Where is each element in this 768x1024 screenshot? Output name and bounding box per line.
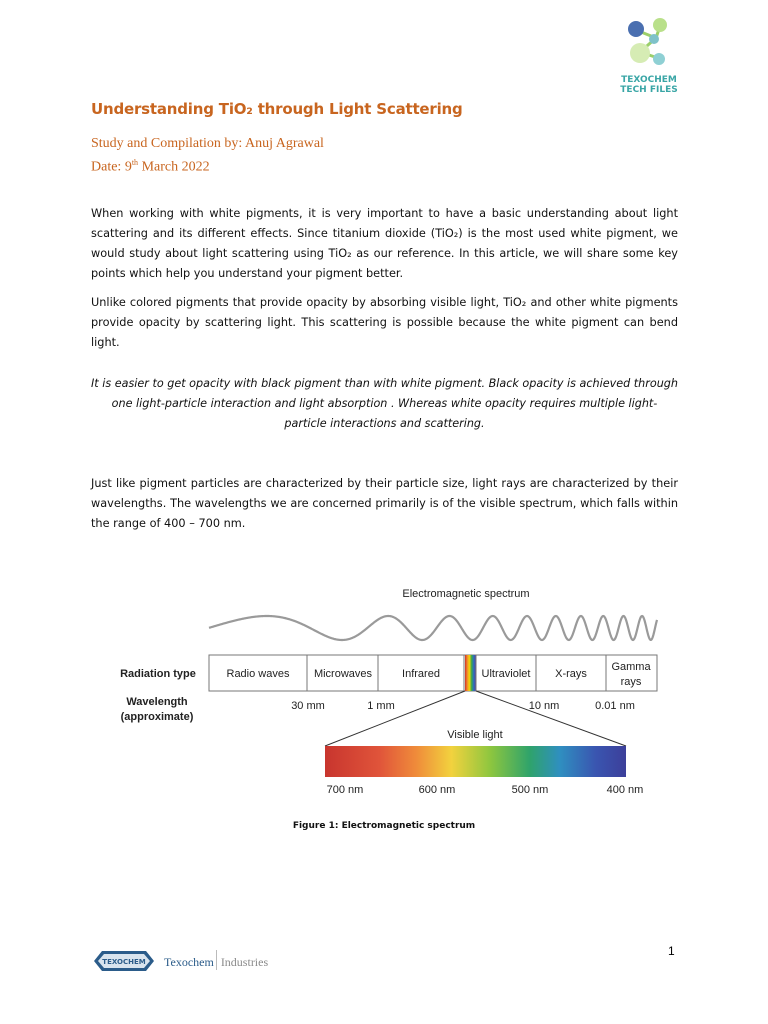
molecule-icon	[618, 16, 680, 70]
em-wave	[209, 616, 657, 640]
footer-badge-text: TEXOCHEM	[102, 958, 146, 966]
band-gamma-line2: rays	[620, 676, 642, 688]
band-xrays: X-rays	[555, 668, 587, 680]
wavelength-label-line1: Wavelength	[126, 696, 188, 708]
date-suffix: March 2022	[138, 159, 210, 175]
logo-text-line1: TEXOCHEM	[621, 75, 677, 85]
visible-tick-700: 700 nm	[326, 784, 364, 796]
date-prefix: Date: 9	[91, 159, 132, 175]
paragraph-intro: When working with white pigments, it is very important to have a basic understanding about light scattering and its different effects. Since titanium dioxide (TiO₂) is the most used white pigment, we would study about light scattering using TiO₂ as our reference. In this article, we will share some key points which help you understand your pigment better.	[91, 207, 678, 280]
wavelength-1mm: 1 mm	[367, 700, 395, 712]
band-radio: Radio waves	[226, 668, 290, 680]
expand-line-left	[325, 691, 465, 746]
footer-brand	[164, 955, 268, 970]
visible-tick-500: 500 nm	[511, 784, 549, 796]
figure-caption: Figure 1: Electromagnetic spectrum	[292, 821, 476, 831]
band-infrared: Infrared	[402, 668, 440, 680]
wavelength-30mm: 30 mm	[291, 700, 325, 712]
wavelength-10nm: 10 nm	[528, 700, 560, 712]
visible-tick-400: 400 nm	[606, 784, 644, 796]
wavelength-001nm: 0.01 nm	[595, 700, 635, 712]
footer-logo-badge	[94, 949, 154, 973]
date-sup: th	[131, 158, 139, 167]
radiation-type-label: Radiation type	[120, 668, 196, 680]
date-line	[91, 153, 324, 177]
band-gamma-line1: Gamma	[611, 661, 651, 673]
visible-light-label: Visible light	[447, 729, 503, 741]
footer-brand-industries: Industries	[220, 955, 269, 969]
quote-callout: It is easier to get opacity with black pigment than with white pigment. Black opacity is achieved through one light-particle interaction and light absorption . Whereas white opacity requires multiple light-particle interactions and scattering.	[91, 377, 678, 430]
byline	[91, 134, 324, 177]
visible-band-strip	[465, 655, 476, 691]
footer-brand-name: Texochem	[164, 955, 217, 969]
logo-text-line2: TECH FILES	[620, 85, 678, 95]
em-spectrum-figure	[0, 575, 768, 815]
page-number: 1	[668, 944, 675, 958]
visible-spectrum-bar	[325, 746, 626, 777]
compiled-by: Study and Compilation by: Anuj Agrawal	[91, 136, 324, 151]
figure-title: Electromagnetic spectrum	[402, 588, 530, 600]
visible-tick-600: 600 nm	[418, 784, 456, 796]
page-title: Understanding TiO₂ through Light Scattering	[91, 100, 463, 118]
paragraph-opacity: Unlike colored pigments that provide opacity by absorbing visible light, TiO₂ and other white pigments provide opacity by scattering light. This scattering is possible because the white pigment can bend light.	[91, 296, 678, 349]
wavelength-label-line2: (approximate)	[120, 711, 194, 723]
header-logo	[618, 16, 680, 95]
paragraph-wavelength: Just like pigment particles are characterized by their particle size, light rays are characterized by their wavelengths. The wavelengths we are concerned primarily is of the visible spectrum, which falls within the range of 400 – 700 nm.	[91, 477, 678, 530]
band-microwaves: Microwaves	[313, 668, 373, 680]
band-ultraviolet: Ultraviolet	[481, 668, 531, 680]
